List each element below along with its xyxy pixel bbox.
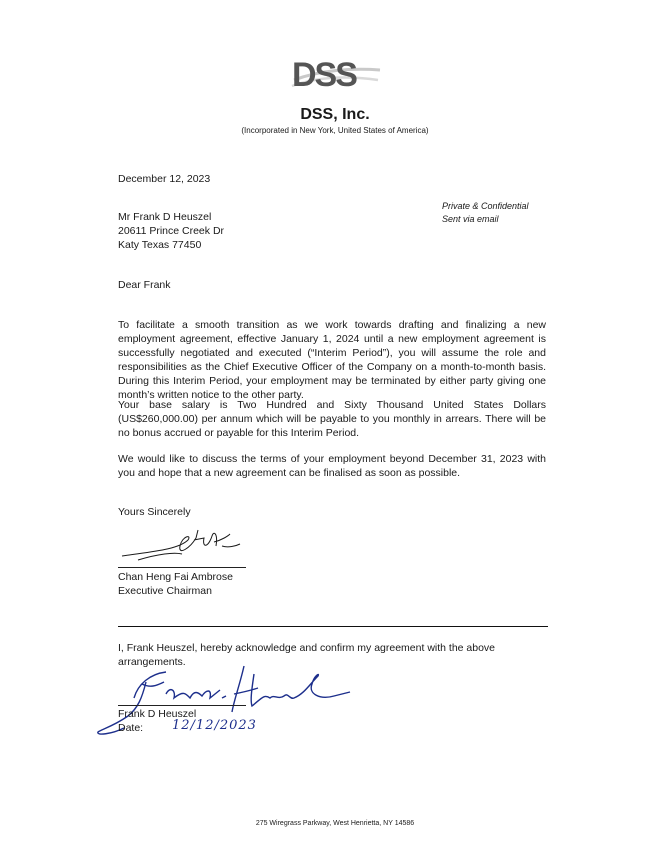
address-line: Katy Texas 77450	[118, 239, 202, 251]
signature-line	[118, 705, 246, 706]
company-name: DSS, Inc.	[300, 106, 370, 123]
dss-logo	[290, 56, 382, 92]
body-paragraph: We would like to discuss the terms of your employment beyond December 31, 2023 with you and hope that a new agreement can be finalised as soon as possible.	[118, 453, 546, 479]
signature-line	[118, 567, 246, 568]
sent-via-email: Sent via email	[442, 214, 499, 224]
incorporation-note: (Incorporated in New York, United States of America)	[241, 126, 429, 135]
signatory-name: Chan Heng Fai Ambrose	[118, 571, 233, 583]
handwritten-date: 12/12/2023	[172, 718, 257, 733]
acknowledger-name: Frank D Heuszel	[118, 708, 197, 720]
svg-text:DSS: DSS	[292, 56, 356, 92]
body-paragraph: Your base salary is Two Hundred and Sixty Thousand United States Dollars (US$260,000.00) per annum which will be payable to you monthly in arrears. There will be no bonus accrued or payable for this Interim Period.	[118, 399, 546, 439]
chairman-signature	[118, 526, 248, 564]
address-line: Mr Frank D Heuszel	[118, 211, 212, 223]
closing: Yours Sincerely	[118, 506, 191, 518]
letter-date: December 12, 2023	[118, 173, 211, 185]
recipient-address	[118, 210, 224, 252]
body-paragraph: To facilitate a smooth transition as we work towards drafting and finalizing a new employment agreement, effective January 1, 2024 until a new employment agreement is successfully negotiated and executed (“Interim Period”), you will assume the role and responsibilities as the Chief Executive Officer of the Company on a month-to-month basis. During this Interim Period, your employment may be terminated by either party giving one month’s written notice to the other party.	[118, 319, 546, 401]
address-line: 20611 Prince Creek Dr	[118, 225, 225, 237]
acknowledgement-statement: I, Frank Heuszel, hereby acknowledge and confirm my agreement with the above arrangements.	[118, 642, 496, 668]
salutation: Dear Frank	[118, 279, 171, 291]
signatory-title: Executive Chairman	[118, 585, 212, 597]
confidentiality-note	[442, 200, 529, 226]
date-label: Date:	[118, 722, 144, 734]
divider	[118, 626, 548, 627]
private-confidential: Private & Confidential	[442, 201, 529, 211]
footer-address: 275 Wiregrass Parkway, West Henrietta, NY 14586	[255, 820, 415, 827]
